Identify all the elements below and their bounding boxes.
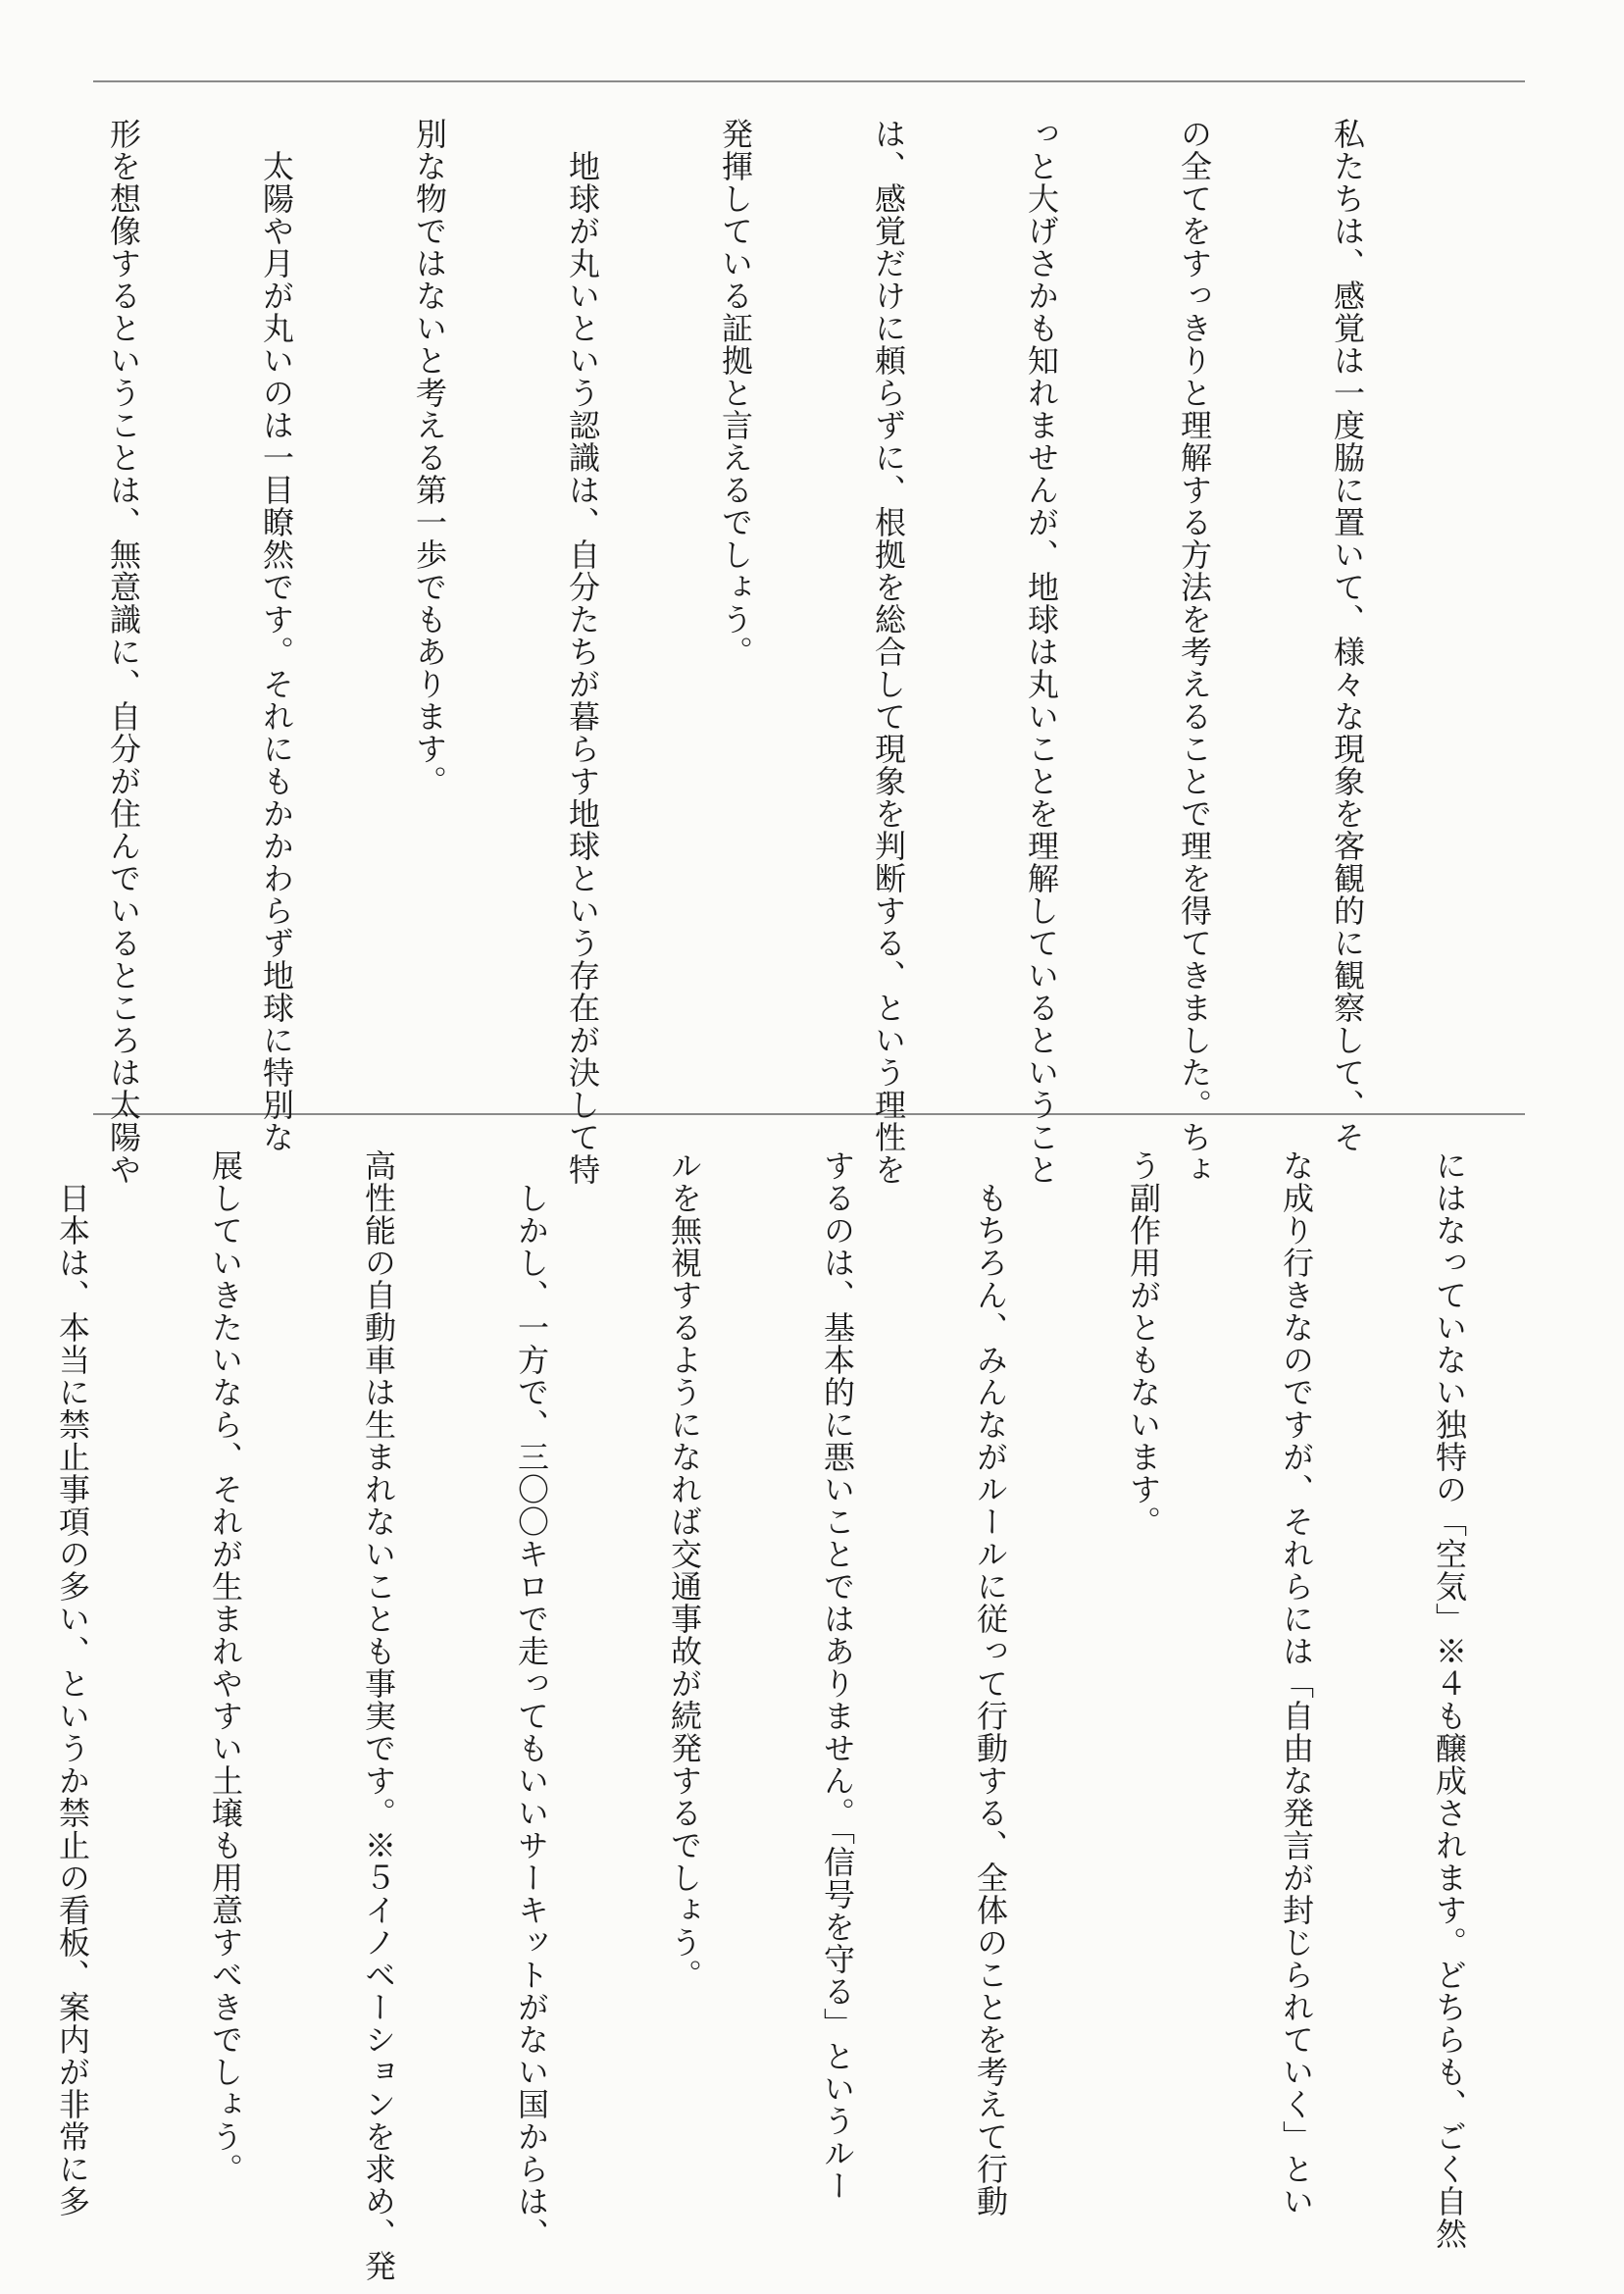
upper-line: 形を想像するということは、無意識に、自分が住んでいるところは太陽や [105,118,142,1186]
lower-line: にはなっていない独特の「空気」※４も醸成されます。どちらも、ごく自然 [1431,1149,1468,2250]
lower-line: 日本は、本当に禁止事項の多い、というか禁止の看板、案内が非常に多 [54,1149,91,2218]
upper-passage [0,118,1475,1186]
middle-rule [93,1113,1525,1115]
upper-line: 別な物ではないと考える第一歩でもあります。 [411,118,448,797]
top-rule [93,80,1525,82]
upper-line: 私たちは、感覚は一度脇に置いて、様々な現象を客観的に観察して、そ [1329,118,1366,1153]
lower-line: しかし、一方で、三〇〇キロで走ってもいいサーキットがない国からは、 [513,1149,550,2250]
lower-line: もちろん、みんながルールに従って行動する、全体のことを考えて行動 [972,1149,1009,2218]
upper-section [105,118,1577,1186]
lower-line: な成り行きなのですが、それらには「自由な発言が封じられていく」とい [1278,1149,1315,2218]
upper-line: の全てをすっきりと理解する方法を考えることで理を得てきました。ちょ [1176,118,1213,1186]
lower-line: するのは、基本的に悪いことではありません。「信号を守る」というルー [819,1149,856,2202]
upper-line: 太陽や月が丸いのは一目瞭然です。それにもかかわらず地球に特別な [258,118,295,1153]
upper-line: は、感覚だけに頼らずに、根拠を総合して現象を判断する、という理性を [870,118,907,1186]
lower-line: 高性能の自動車は生まれないことも事実です。※５イノベーションを求め、発 [360,1149,397,2282]
lower-line: 展していきたいなら、それが生まれやすい土壌も用意すべきでしょう。 [207,1149,244,2185]
upper-line: 発揮している証拠と言えるでしょう。 [717,118,754,668]
lower-line: う副作用がともないます。 [1125,1149,1162,1538]
upper-line: っと大げさかも知れませんが、地球は丸いことを理解しているということ [1023,118,1060,1186]
lower-line: ルを無視するようになれば交通事故が続発するでしょう。 [666,1149,703,1991]
lower-section [54,1149,1577,2282]
upper-line: 地球が丸いという認識は、自分たちが暮らす地球という存在が決して特 [564,118,601,1186]
